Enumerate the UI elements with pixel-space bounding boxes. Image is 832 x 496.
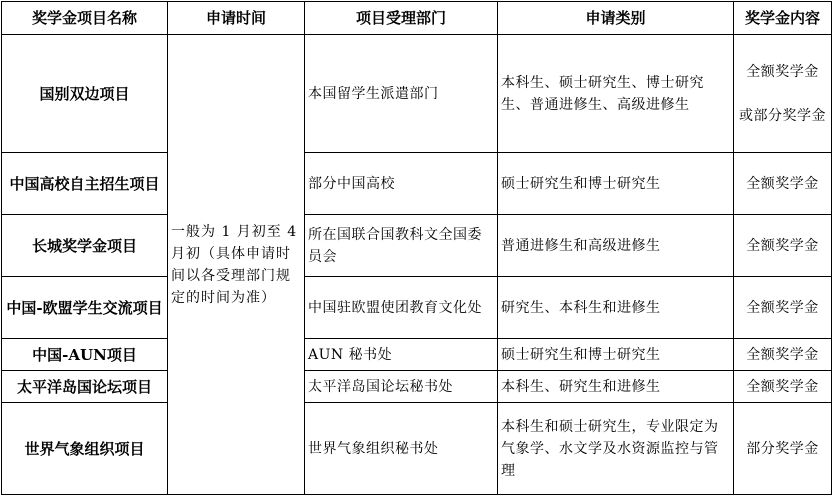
department: 中国驻欧盟使团教育文化处 [305, 277, 498, 339]
category: 硕士研究生和博士研究生 [498, 153, 734, 215]
scholarship-name: 国别双边项目 [2, 35, 168, 153]
header-content: 奖学金内容 [734, 2, 832, 35]
table-row [2, 371, 832, 403]
category: 本科生、研究生和进修生 [498, 371, 734, 403]
scholarship-name: 世界气象组织项目 [2, 403, 168, 495]
table-row [2, 215, 832, 277]
department: 本国留学生派遣部门 [305, 35, 498, 153]
department: 太平洋岛国论坛秘书处 [305, 371, 498, 403]
table-row [2, 339, 832, 371]
header-department: 项目受理部门 [305, 2, 498, 35]
scholarship-content: 全额奖学金 [734, 339, 832, 371]
table-row [2, 153, 832, 215]
category: 硕士研究生和博士研究生 [498, 339, 734, 371]
category: 本科生、硕士研究生、博士研究生、普通进修生、高级进修生 [498, 35, 734, 153]
scholarship-name: 太平洋岛国论坛项目 [2, 371, 168, 403]
department: AUN 秘书处 [305, 339, 498, 371]
content-line: 全额奖学金 [746, 63, 819, 80]
scholarship-name: 中国高校自主招生项目 [2, 153, 168, 215]
category: 普通进修生和高级进修生 [498, 215, 734, 277]
scholarship-content: 全额奖学金 [734, 215, 832, 277]
scholarship-name: 长城奖学金项目 [2, 215, 168, 277]
scholarship-content: 全额奖学金 [734, 153, 832, 215]
content-line: 或部分奖学金 [739, 107, 826, 124]
header-category: 申请类别 [498, 2, 734, 35]
scholarship-name: 中国-AUN项目 [2, 339, 168, 371]
scholarship-content [734, 35, 832, 153]
department: 所在国联合国教科文全国委员会 [305, 215, 498, 277]
application-time: 一般为 1 月初至 4 月初（具体申请时间以各受理部门规定的时间为准） [168, 35, 305, 495]
scholarship-name: 中国-欧盟学生交流项目 [2, 277, 168, 339]
category: 研究生、本科生和进修生 [498, 277, 734, 339]
header-row [2, 2, 832, 35]
scholarship-table [1, 1, 832, 495]
scholarship-content: 全额奖学金 [734, 277, 832, 339]
scholarship-content: 全额奖学金 [734, 371, 832, 403]
header-application-time: 申请时间 [168, 2, 305, 35]
table-row [2, 277, 832, 339]
header-scholarship-name: 奖学金项目名称 [2, 2, 168, 35]
department: 部分中国高校 [305, 153, 498, 215]
category: 本科生和硕士研究生，专业限定为气象学、水文学及水资源监控与管理 [498, 403, 734, 495]
department: 世界气象组织秘书处 [305, 403, 498, 495]
scholarship-content: 部分奖学金 [734, 403, 832, 495]
table-row [2, 403, 832, 495]
table-row [2, 35, 832, 153]
